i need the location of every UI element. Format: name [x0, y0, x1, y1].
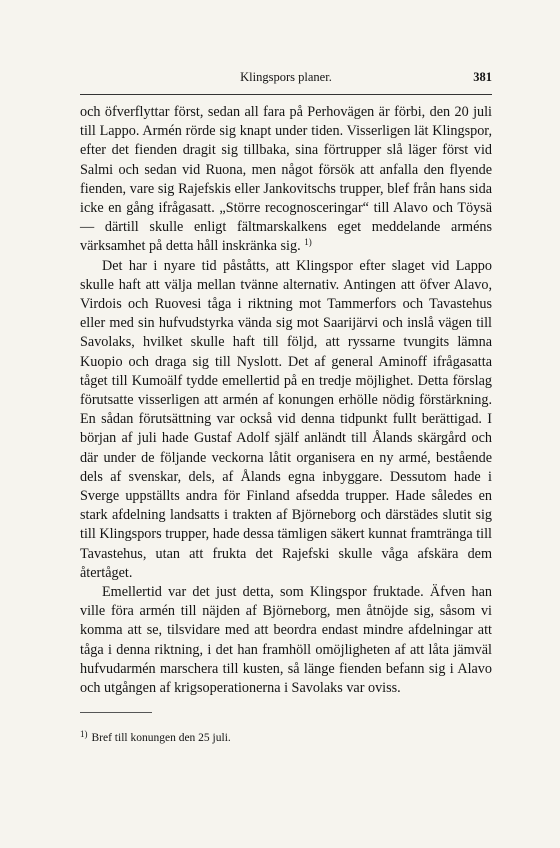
footnote-reference: 1)	[304, 237, 312, 248]
book-page	[80, 68, 492, 746]
footnote	[80, 727, 492, 746]
footnote-text: Bref till konungen den 25 juli.	[91, 732, 231, 745]
running-head	[80, 68, 492, 88]
footnote-rule	[80, 712, 152, 713]
paragraph: Emellertid var det just detta, som Klingspor fruktade. Äfven han ville föra armén till näjden af Björneborg, men åtnöjde sig, såsom vi komma att se, tilsvidare med att beordra endast mindre afdelningar att tåga i denna riktning, i det han framhöll omöjligheten af att låta jämväl hufvudarmén marschera till kusten, så länge fienden befann sig i Alavo och utgången af krigsoperationerna i Savolaks var oviss.	[80, 584, 492, 697]
body-text	[80, 103, 492, 698]
header-rule	[80, 94, 492, 95]
footnote-marker: 1)	[80, 729, 88, 740]
paragraph	[80, 103, 492, 257]
running-title: Klingspors planer.	[240, 70, 332, 84]
paragraph-text: och öfverflyttar först, sedan all fara på Perhovägen är förbi, den 20 juli till Lappo. Armén rörde sig knapt under tiden. Visserligen lät Klingspor, efter det fienden dragit sig tillbaka, sina förtrupper slå läger först vid Salmi och sedan vid Ruona, men något försök att anfalla den flyende fienden, vare sig Rajefskis eller Jankovitschs trupper, blef från hans sida icke en gång ifrågasatt. „Större recognosceringar“ till Alavo och Töysä — därtill skulle enligt fältmarskalkens eget meddelande arméns värksamhet på detta håll inskränka sig.	[80, 104, 492, 255]
paragraph: Det har i nyare tid påståtts, att Klingspor efter slaget vid Lappo skulle haft att välja mellan tvänne alternativ. Antingen att öfver Alavo, Virdois och Ruovesi tåga i riktning mot Tammerfors och Tavastehus eller med sin hufvudstyrka vända sig mot Saarijärvi och inslå vägen till Savolaks, hvilket skulle haft till följd, att ryssarne tvungits lämna Kuopio och draga sig till Nyslott. Det af general Aminoff ifrågasatta tåget till Kumoälf tydde emellertid på en tredje möjlighet. Detta förslag förutsatte visserligen att armén af konungen erhölle nödig förstärkning. En sådan förutsättning var också vid denna tidpunkt fullt berättigad. I början af juli hade Gustaf Adolf själf anländt till Ålands skärgård och där under de följande veckorna låtit organisera en ny armé, bestående dels af svenskar, dels, af Ålands egna inbyggare. Dessutom hade i Sverge uppställts andra för Finland afsedda trupper. Hade således en stark afdelning landsatts i trakten af Björneborg och därstädes slutit sig till Klingspors trupper, hade dessa tämligen säkert kunnat framtränga till Tavastehus, utan att frukta det Rajefski skulle våga afskära dem återtåget.	[80, 257, 492, 581]
page-number: 381	[473, 70, 492, 84]
